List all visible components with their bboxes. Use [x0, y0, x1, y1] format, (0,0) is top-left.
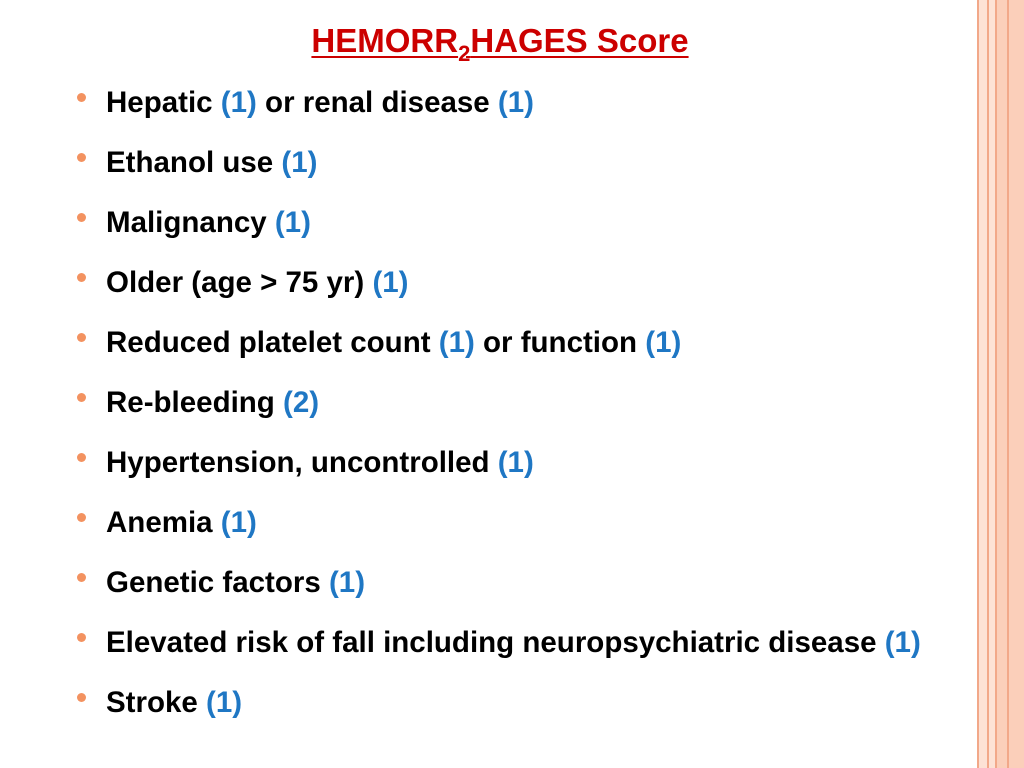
bullet-dot-icon [77, 693, 86, 702]
bullet-dot-icon [77, 513, 86, 522]
item-score: (1) [220, 506, 257, 539]
item-label: Re-bleeding [106, 386, 275, 419]
item-score: (1) [497, 446, 534, 479]
bullet-dot-icon [77, 393, 86, 402]
item-score: (1) [281, 146, 318, 179]
item-label: Malignancy [106, 206, 267, 239]
list-item [0, 73, 970, 133]
item-score: (1) [884, 626, 921, 659]
list-item [0, 373, 970, 433]
title-suffix: HAGES Score [470, 22, 689, 59]
item-score: (1) [497, 86, 534, 119]
item-score: (2) [283, 386, 320, 419]
item-label: or renal disease [265, 86, 490, 119]
bullet-dot-icon [77, 213, 86, 222]
slide-title [0, 21, 1000, 66]
list-item [0, 133, 970, 193]
list-item [0, 193, 970, 253]
bullet-dot-icon [77, 453, 86, 462]
list-item [0, 433, 970, 493]
list-item [0, 673, 970, 733]
item-label: Stroke [106, 686, 198, 719]
list-item [0, 613, 970, 673]
list-item [0, 553, 970, 613]
item-label: Anemia [106, 506, 213, 539]
list-item [0, 313, 970, 373]
item-score: (1) [206, 686, 243, 719]
score-criteria-list [0, 73, 970, 733]
item-score: (1) [645, 326, 682, 359]
list-item [0, 253, 970, 313]
item-score: (1) [328, 566, 366, 599]
list-item [0, 493, 970, 553]
bullet-dot-icon [77, 633, 86, 642]
item-label: Reduced platelet count [106, 326, 431, 359]
item-label: Ethanol use [106, 146, 274, 179]
decorative-side-stripes [977, 0, 1024, 768]
item-score: (1) [438, 326, 475, 359]
item-label: Genetic factors [106, 566, 321, 599]
item-label: Elevated risk of fall including neuropsychiatric disease [106, 626, 877, 659]
bullet-dot-icon [77, 273, 86, 282]
item-score: (1) [372, 266, 409, 299]
item-label: Hepatic [106, 86, 213, 119]
title-prefix: HEMORR [311, 22, 459, 59]
bullet-dot-icon [77, 153, 86, 162]
bullet-dot-icon [77, 93, 86, 102]
item-label: Hypertension, uncontrolled [106, 446, 490, 479]
slide-title-text [311, 22, 689, 66]
item-score: (1) [274, 206, 311, 239]
bullet-dot-icon [77, 573, 86, 582]
title-subscript: 2 [458, 41, 471, 66]
bullet-dot-icon [77, 333, 86, 342]
item-label: Older (age > 75 yr) [106, 266, 365, 299]
item-score: (1) [220, 86, 257, 119]
item-label: or function [483, 326, 638, 359]
